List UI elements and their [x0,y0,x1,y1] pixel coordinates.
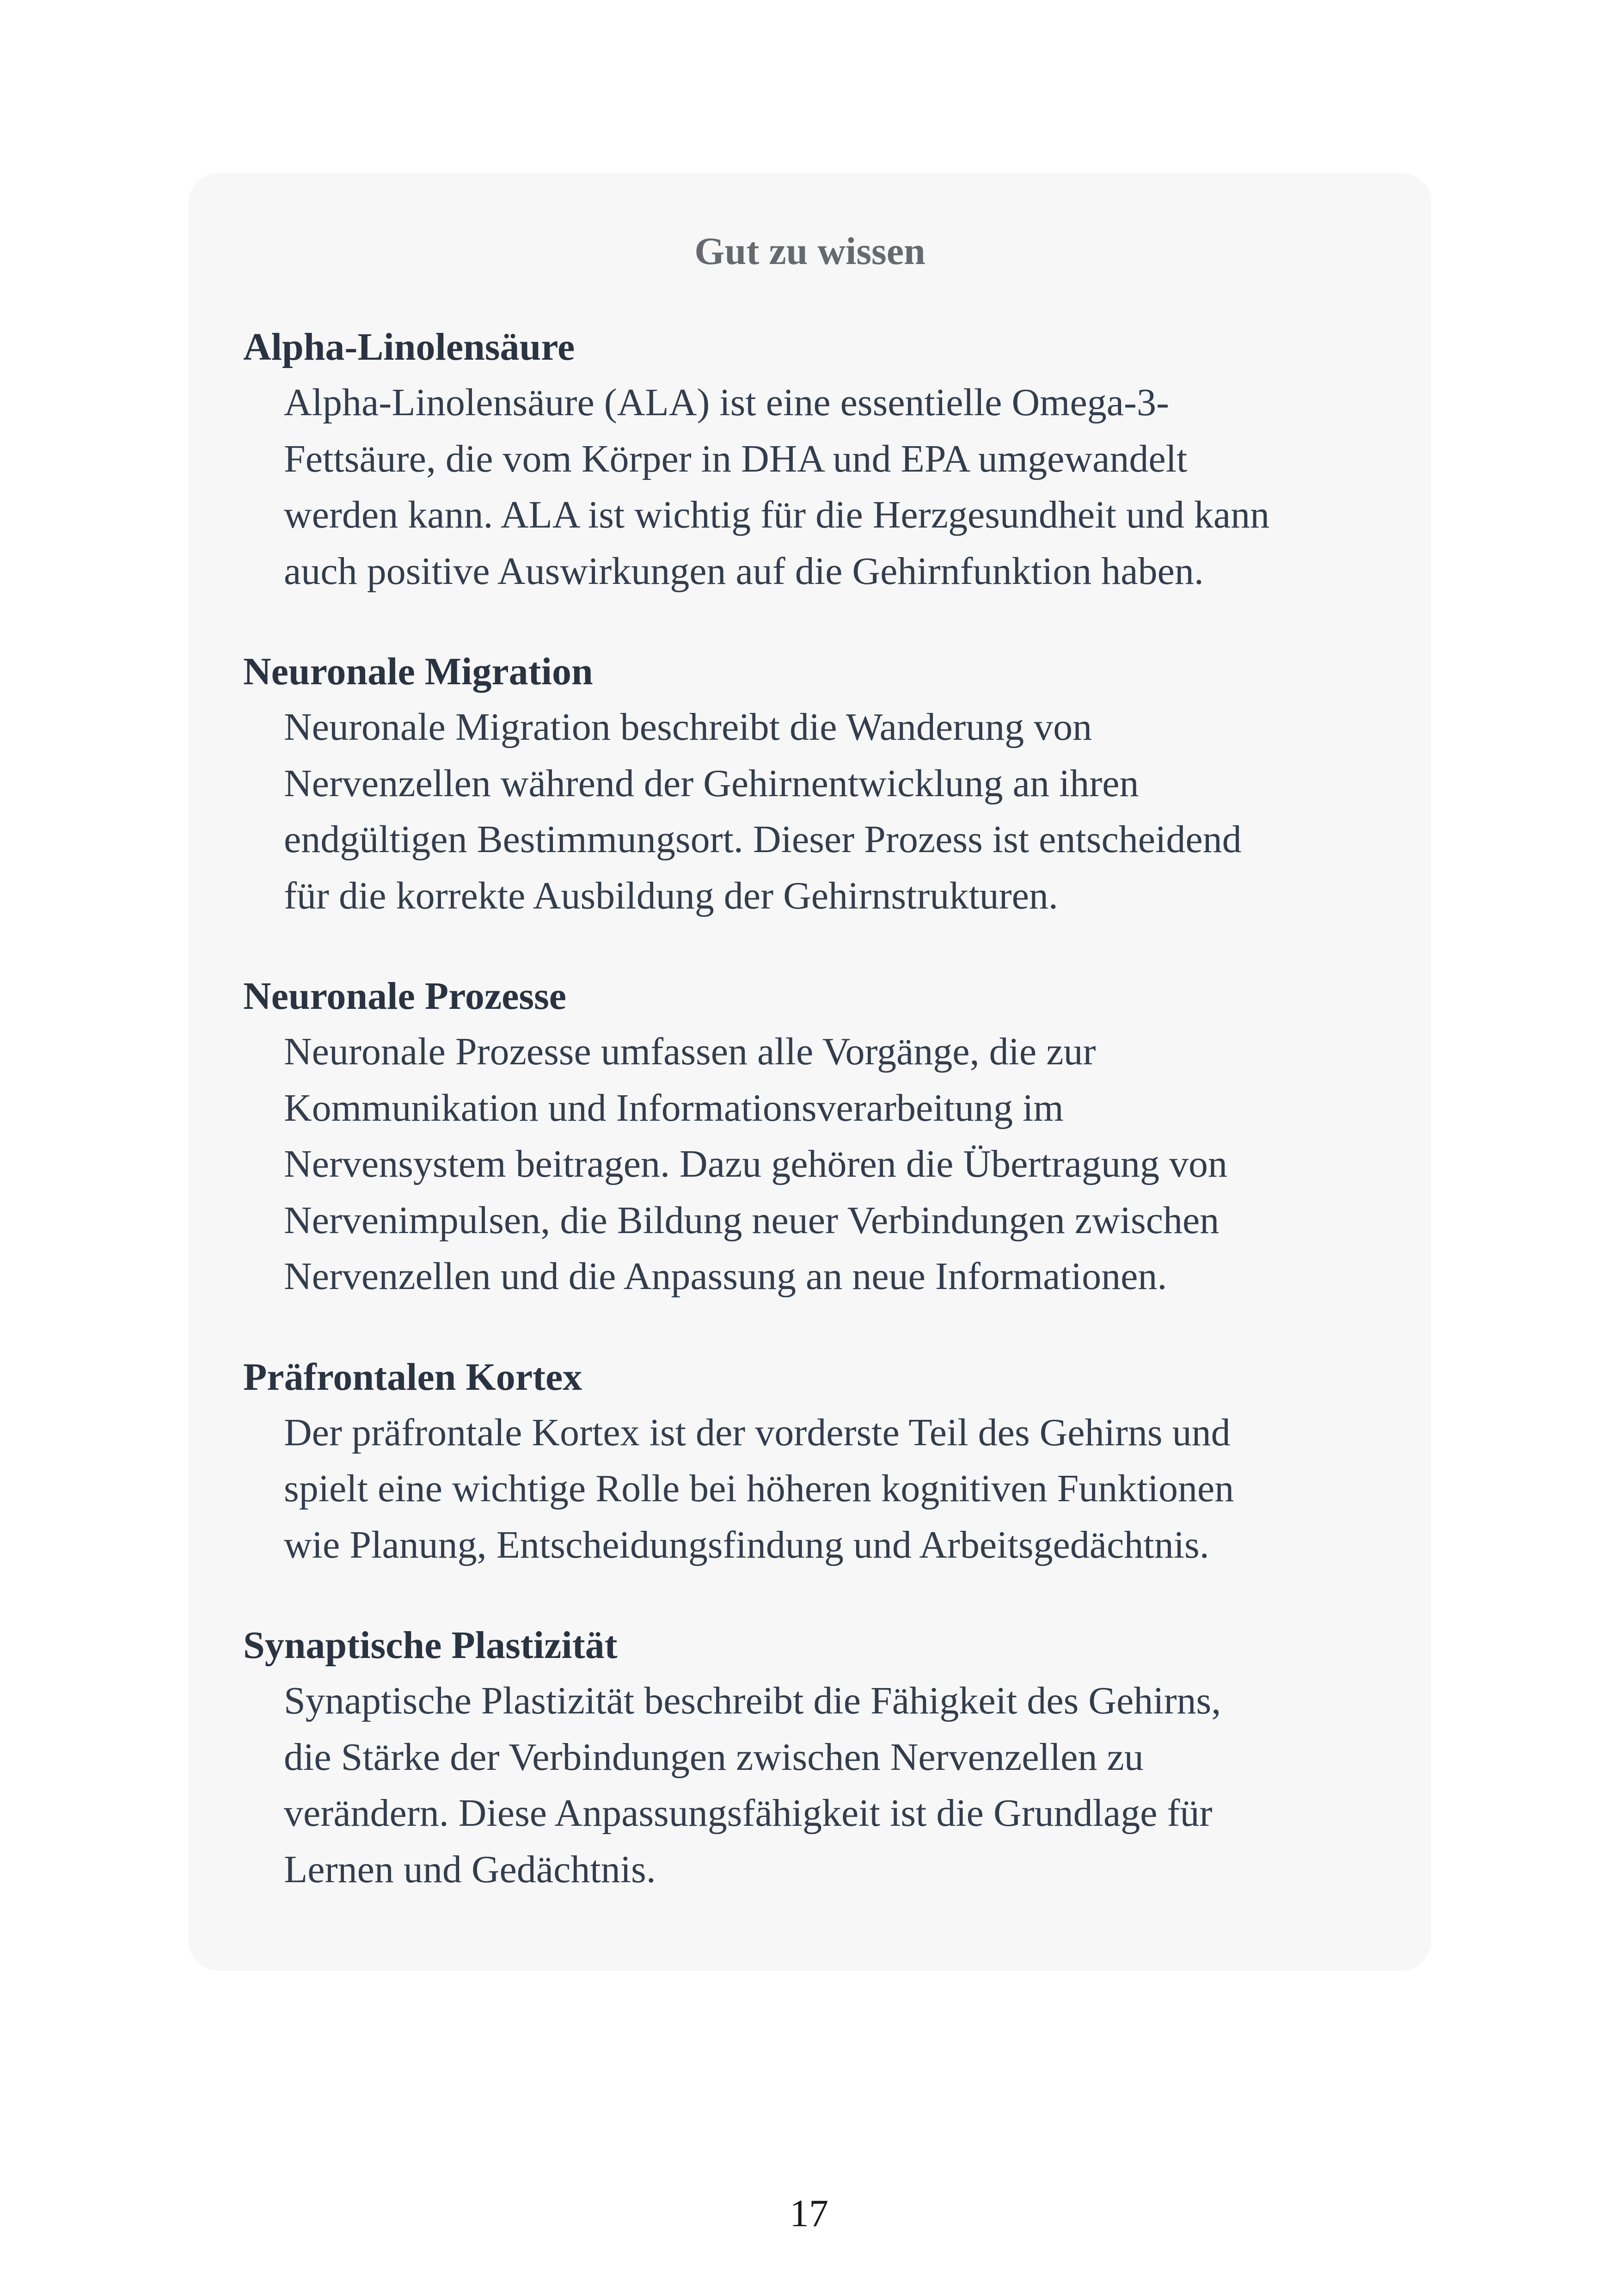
glossary-term: Neuronale Migration [243,650,593,693]
definition-line: Lernen und Gedächtnis. [284,1848,656,1891]
definition-line: Nervensystem beitragen. Dazu gehören die Übertragung von [284,1142,1227,1185]
definition-line: auch positive Auswirkungen auf die Gehirnfunktion haben. [284,549,1204,593]
page-number: 17 [790,2192,828,2235]
definition-line: die Stärke der Verbindungen zwischen Nervenzellen zu [284,1735,1144,1779]
glossary-entry [243,645,1377,924]
glossary-definition [243,1405,1377,1573]
glossary-entry [243,969,1377,1305]
definition-line: Fettsäure, die vom Körper in DHA und EPA umgewandelt [284,437,1188,480]
definition-line: Nervenimpulsen, die Bildung neuer Verbindungen zwischen [284,1198,1220,1242]
glossary-definition [243,699,1377,924]
glossary-definition [243,374,1377,599]
definition-line: Der präfrontale Kortex ist der vorderste Teil des Gehirns und [284,1411,1231,1454]
glossary-entry [243,1618,1377,1897]
definition-line: werden kann. ALA ist wichtig für die Herzgesundheit und kann [284,493,1270,536]
definition-line: Synaptische Plastizität beschreibt die Fähigkeit des Gehirns, [284,1679,1221,1722]
glossary-term: Synaptische Plastizität [243,1624,618,1667]
definition-line: wie Planung, Entscheidungsfindung und Arbeitsgedächtnis. [284,1523,1209,1566]
definition-line: Alpha-Linolensäure (ALA) ist eine essentielle Omega-3- [284,381,1169,424]
definition-line: Kommunikation und Informationsverarbeitung im [284,1086,1064,1130]
definition-line: Nervenzellen während der Gehirnentwicklung an ihren [284,761,1139,805]
definition-line: Neuronale Prozesse umfassen alle Vorgänge, die zur [284,1030,1096,1073]
definition-line: für die korrekte Ausbildung der Gehirnstrukturen. [284,874,1058,917]
definition-line: verändern. Diese Anpassungsfähigkeit ist die Grundlage für [284,1792,1213,1835]
glossary-entry [243,1350,1377,1573]
definition-line: endgültigen Bestimmungsort. Dieser Prozess ist entscheidend [284,818,1242,861]
glossary-definition [243,1673,1377,1897]
glossary-term: Alpha-Linolensäure [243,325,575,368]
info-box-title: Gut zu wissen [694,230,925,273]
glossary-definition [243,1024,1377,1305]
definition-line: spielt eine wichtige Rolle bei höheren kognitiven Funktionen [284,1467,1234,1510]
glossary-term: Präfrontalen Kortex [243,1355,582,1399]
definition-line: Neuronale Migration beschreibt die Wanderung von [284,706,1092,749]
glossary-entry [243,320,1377,599]
definition-line: Nervenzellen und die Anpassung an neue Informationen. [284,1255,1167,1298]
info-box [189,173,1431,1971]
glossary-term: Neuronale Prozesse [243,975,567,1018]
